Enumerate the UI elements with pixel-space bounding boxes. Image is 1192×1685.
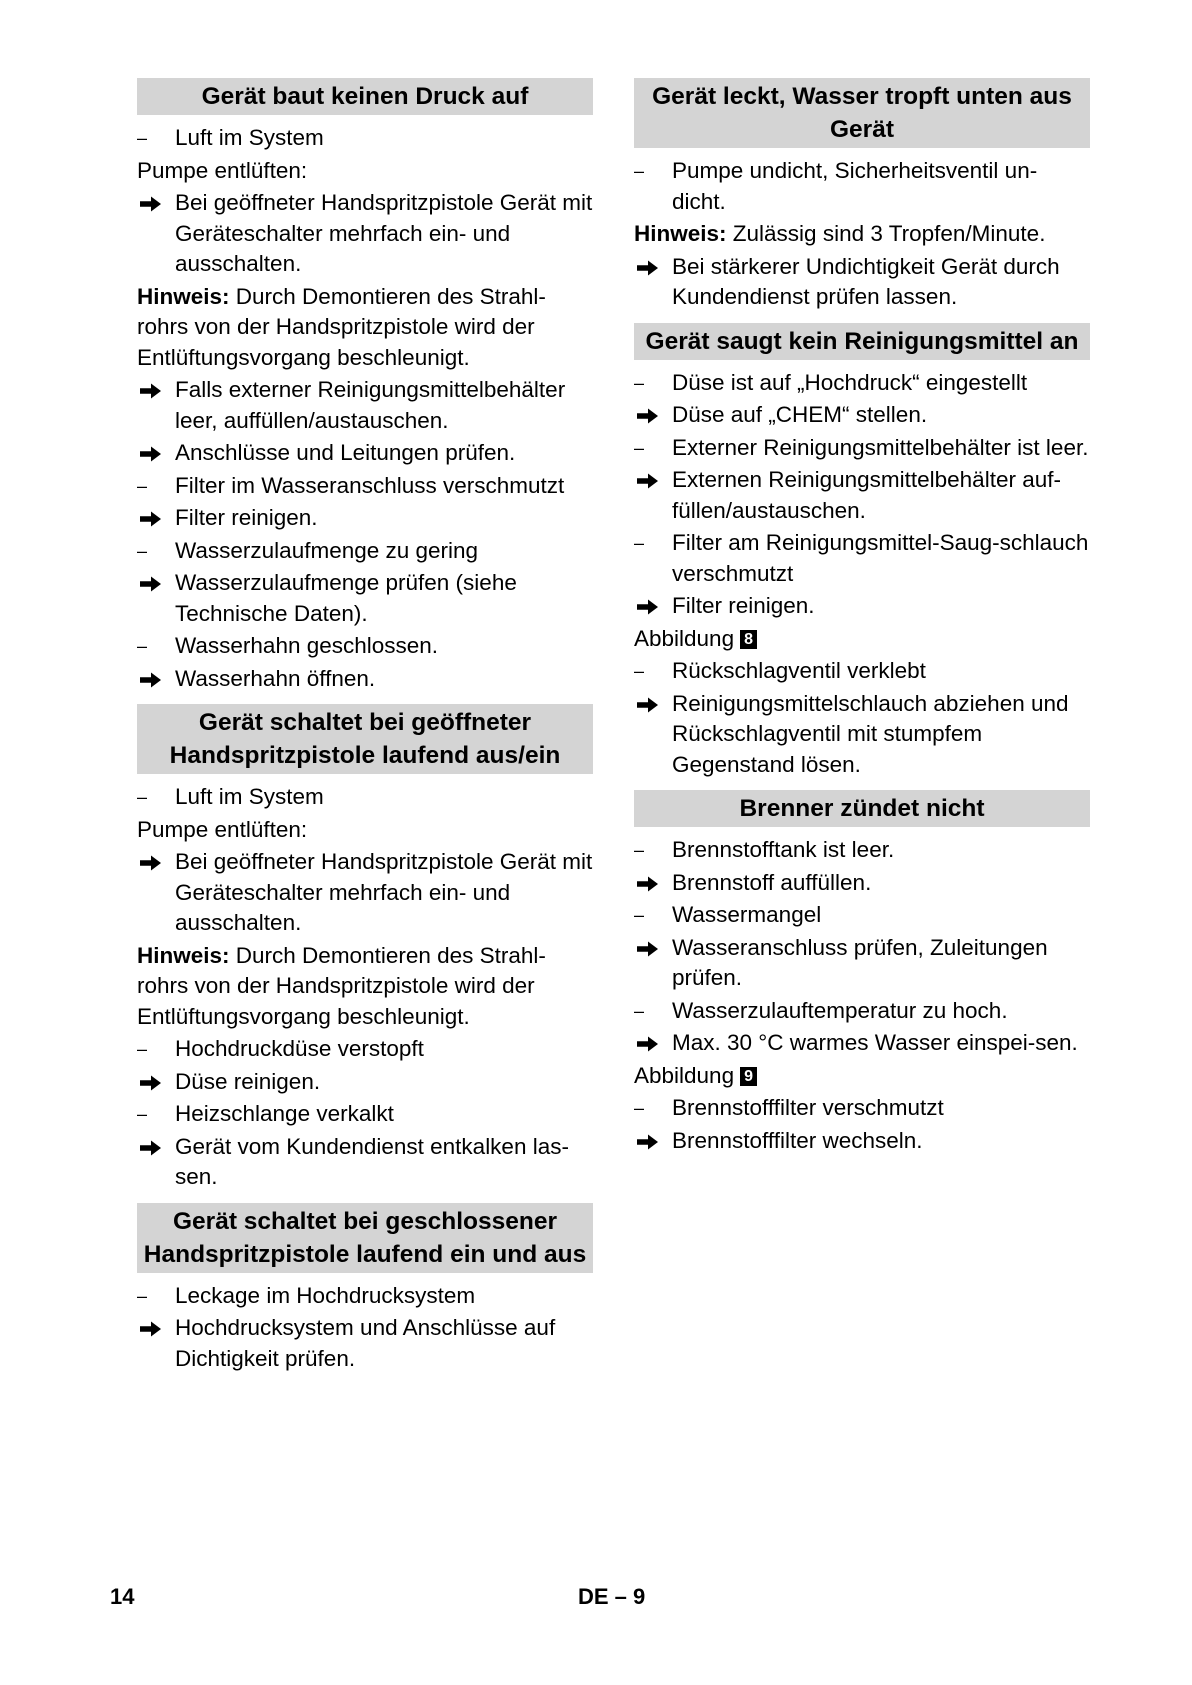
remedy-item (137, 438, 593, 469)
remedy-item (137, 847, 593, 939)
hint-label: Hinweis: (634, 221, 727, 246)
dash-bullet-icon: – (634, 533, 645, 553)
figure-number-badge: 9 (740, 1067, 757, 1086)
remedy-item (634, 1126, 1090, 1157)
figure-reference (634, 1061, 1090, 1092)
dash-bullet-icon: – (137, 128, 148, 148)
dash-bullet-icon: – (634, 840, 645, 860)
hint-label: Hinweis: (137, 283, 230, 309)
remedy-item (634, 252, 1090, 313)
item-text: Rückschlagventil verklebt (672, 658, 926, 683)
hint-note (137, 941, 593, 1033)
dash-bullet-icon: – (137, 1285, 148, 1306)
item-text: Bei geöffneter Handspritzpistole Gerät mit Geräteschalter mehrfach ein- und ausschalten. (175, 849, 593, 935)
item-text: Wasserhahn geschlossen. (175, 633, 439, 658)
item-text: Brennstofftank ist leer. (672, 837, 895, 862)
item-text: Bei stärkerer Undichtigkeit Gerät durch Kundendienst prüfen lassen. (672, 253, 1060, 309)
item-text: Luft im System (175, 125, 324, 150)
dash-bullet-icon: – (137, 1039, 148, 1059)
remedy-item (137, 1067, 593, 1098)
dash-bullet-icon: – (137, 636, 148, 656)
remedy-item (634, 933, 1090, 994)
cause-item (634, 1093, 1090, 1124)
item-text: Wasserzulaufmenge prüfen (siehe Technische Daten). (175, 570, 517, 626)
dash-bullet-icon: – (137, 475, 148, 496)
item-text: Düse auf „CHEM“ stellen. (672, 402, 928, 427)
dash-bullet-icon: – (634, 1098, 645, 1118)
item-text: Düse ist auf „Hochdruck“ eingestellt (672, 369, 1028, 395)
hint-text: Durch Demontieren des Strahl-rohrs von der Handspritzpistole wird der Entlüftungsvorgang beschleunigt. (137, 283, 546, 370)
hint-note (137, 282, 593, 374)
item-text: Pumpe undicht, Sicherheitsventil un-dicht. (672, 158, 1038, 214)
right-column (634, 78, 1090, 1158)
remedy-item (137, 1132, 593, 1193)
dash-bullet-icon: – (634, 1000, 645, 1021)
item-text: Brennstofffilter wechseln. (672, 1127, 923, 1153)
figure-number-badge: 8 (740, 630, 757, 649)
dash-bullet-icon: – (634, 437, 645, 458)
section-code: DE – 9 (578, 1584, 646, 1609)
cause-item (634, 156, 1090, 217)
item-text: Leckage im Hochdrucksystem (175, 1282, 476, 1308)
dash-bullet-icon: – (634, 161, 645, 181)
cause-item (137, 1099, 593, 1130)
item-text: Externer Reinigungsmittelbehälter ist leer. (672, 434, 1089, 460)
instruction-text: Pumpe entlüften: (137, 157, 308, 183)
cause-item (634, 996, 1090, 1027)
dash-bullet-icon: – (137, 540, 148, 561)
section-heading: Gerät baut keinen Druck auf (137, 78, 593, 115)
cause-item (634, 835, 1090, 866)
remedy-item (634, 868, 1090, 899)
cause-item (634, 656, 1090, 687)
cause-item (634, 433, 1090, 464)
item-text: Hochdruckdüse verstopft (175, 1036, 424, 1061)
figure-reference (634, 624, 1090, 655)
dash-bullet-icon: – (634, 661, 645, 681)
figure-label: Abbildung (634, 1062, 735, 1088)
remedy-item (634, 400, 1090, 431)
item-text: Externen Reinigungsmittelbehälter auf-füllen/austauschen. (672, 467, 1061, 523)
cause-item (137, 631, 593, 662)
cause-item (137, 536, 593, 567)
remedy-item (634, 465, 1090, 526)
remedy-item (634, 689, 1090, 781)
item-text: Wasseranschluss prüfen, Zuleitungen prüfen. (672, 934, 1048, 990)
cause-item (634, 528, 1090, 589)
item-text: Gerät vom Kundendienst entkalken las-sen. (175, 1133, 569, 1189)
instruction-text: Pumpe entlüften: (137, 816, 308, 842)
page-number: 14 (110, 1584, 135, 1609)
remedy-item (634, 1028, 1090, 1059)
dash-bullet-icon: – (137, 787, 148, 807)
item-text: Bei geöffneter Handspritzpistole Gerät mit Geräteschalter mehrfach ein- und ausschalten. (175, 190, 593, 276)
item-text: Reinigungsmittelschlauch abziehen und Rückschlagventil mit stumpfem Gegenstand lösen. (672, 690, 1069, 777)
item-text: Wasserzulaufmenge zu gering (175, 537, 479, 563)
section-heading: Brenner zündet nicht (634, 790, 1090, 827)
section-heading: Gerät leckt, Wasser tropft unten aus Gerät (634, 78, 1090, 148)
remedy-item (137, 568, 593, 629)
item-text: Luft im System (175, 784, 324, 809)
cause-item (137, 782, 593, 813)
left-column (137, 78, 593, 1376)
hint-label: Hinweis: (137, 942, 230, 968)
item-text: Falls externer Reinigungsmittelbehälter leer, auffüllen/austauschen. (175, 377, 566, 433)
remedy-item (137, 664, 593, 695)
hint-text: Zulässig sind 3 Tropfen/Minute. (726, 221, 1046, 246)
hint-text: Durch Demontieren des Strahl-rohrs von der Handspritzpistole wird der Entlüftungsvorgang beschleunigt. (137, 942, 546, 1029)
section-heading: Gerät schaltet bei geöffneter Handspritzpistole laufend aus/ein (137, 704, 593, 774)
dash-bullet-icon: – (634, 905, 645, 925)
cause-item (137, 1281, 593, 1312)
item-text: Düse reinigen. (175, 1068, 321, 1094)
cause-item (137, 123, 593, 154)
remedy-item (634, 591, 1090, 622)
cause-item (137, 471, 593, 502)
item-text: Wassermangel (672, 902, 822, 927)
item-text: Brennstoff auffüllen. (672, 869, 872, 895)
item-text: Filter reinigen. (672, 593, 815, 618)
item-text: Filter im Wasseranschluss verschmutzt (175, 472, 565, 498)
cause-item (634, 368, 1090, 399)
remedy-item (137, 375, 593, 436)
item-text: Brennstofffilter verschmutzt (672, 1095, 944, 1120)
cause-item (137, 1034, 593, 1065)
remedy-item (137, 1313, 593, 1374)
dash-bullet-icon: – (634, 372, 645, 393)
item-text: Anschlüsse und Leitungen prüfen. (175, 440, 516, 465)
section-heading: Gerät schaltet bei geschlossener Handspritzpistole laufend ein und aus (137, 1203, 593, 1273)
cause-item (634, 900, 1090, 931)
dash-bullet-icon: – (137, 1104, 148, 1124)
section-heading: Gerät saugt kein Reinigungsmittel an (634, 323, 1090, 360)
remedy-item (137, 503, 593, 534)
figure-label: Abbildung (634, 625, 735, 651)
item-text: Wasserzulauftemperatur zu hoch. (672, 997, 1008, 1023)
item-text: Filter reinigen. (175, 505, 318, 530)
item-text: Max. 30 °C warmes Wasser einspei-sen. (672, 1030, 1078, 1055)
remedy-item (137, 188, 593, 280)
item-text: Wasserhahn öffnen. (175, 665, 376, 691)
hint-note (634, 219, 1090, 250)
item-text: Hochdrucksystem und Anschlüsse auf Dichtigkeit prüfen. (175, 1315, 556, 1371)
item-text: Filter am Reinigungsmittel-Saug-schlauch verschmutzt (672, 530, 1089, 586)
item-text: Heizschlange verkalkt (175, 1101, 394, 1126)
